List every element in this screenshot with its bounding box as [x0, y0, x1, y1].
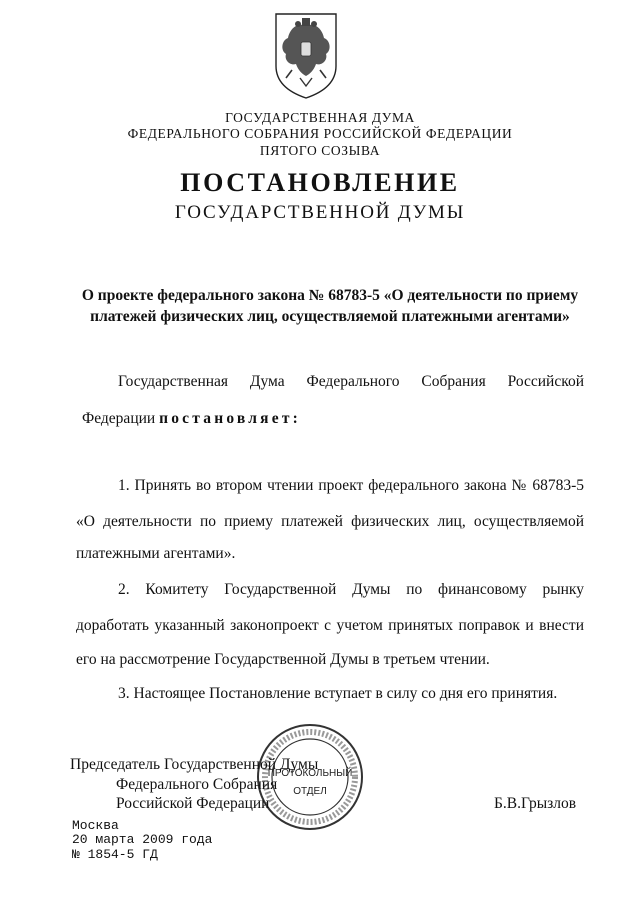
stamp-text-2: ОТДЕЛ	[293, 786, 327, 797]
footer-date: 20 марта 2009 года	[72, 832, 213, 847]
header-line-2: ФЕДЕРАЛЬНОГО СОБРАНИЯ РОССИЙСКОЙ ФЕДЕРАЦИИ	[127, 126, 513, 141]
subject-line-1: О проекте федерального закона № 68783-5 «О деятельности по приему	[81, 287, 579, 304]
signatory-name: Б.В.Грызлов	[494, 795, 577, 812]
document-subject	[70, 285, 590, 327]
subject-line-2: платежей физических лиц, осуществляемой платежными агентами»	[90, 308, 570, 325]
item-1-line-3: платежными агентами».	[76, 545, 236, 562]
preamble-word: Федерации	[82, 410, 156, 427]
preamble-line-1: Государственная Дума Федерального Собрания Российской	[118, 373, 584, 390]
header-line-3: ПЯТОГО СОЗЫВА	[259, 143, 381, 158]
header-line-1: ГОСУДАРСТВЕННАЯ ДУМА	[225, 110, 415, 125]
document-title: ПОСТАНОВЛЕНИЕ	[180, 168, 460, 197]
stamp-text-1: ПРОТОКОЛЬНЫЙ	[267, 768, 353, 779]
preamble-resolves: постановляет:	[159, 410, 301, 427]
item-3: 3. Настоящее Постановление вступает в силу со дня его принятия.	[118, 685, 558, 702]
item-1-line-2: «О деятельности по приему платежей физических лиц, осуществляемой	[76, 513, 584, 530]
footer-city: Москва	[72, 818, 119, 833]
item-2-line-3: его на рассмотрение Государственной Думы в третьем чтении.	[76, 651, 490, 668]
signatory-title-1: Председатель Государственной Думы	[70, 756, 319, 773]
item-2-line-2: доработать указанный законопроект с учетом принятых поправок и внести	[76, 617, 584, 634]
signatory-title-3: Российской Федерации	[116, 795, 270, 812]
item-1-line-1: 1. Принять во втором чтении проект федерального закона № 68783-5	[118, 477, 584, 494]
signatory-title-2: Федерального Собрания	[116, 776, 278, 793]
item-2-line-1: 2. Комитету Государственной Думы по финансовому рынку	[118, 581, 584, 598]
coat-of-arms-emblem	[270, 8, 342, 100]
preamble-line-2	[82, 409, 301, 429]
footer-number: № 1854-5 ГД	[72, 847, 158, 862]
document-subtitle: ГОСУДАРСТВЕННОЙ ДУМЫ	[174, 202, 466, 223]
